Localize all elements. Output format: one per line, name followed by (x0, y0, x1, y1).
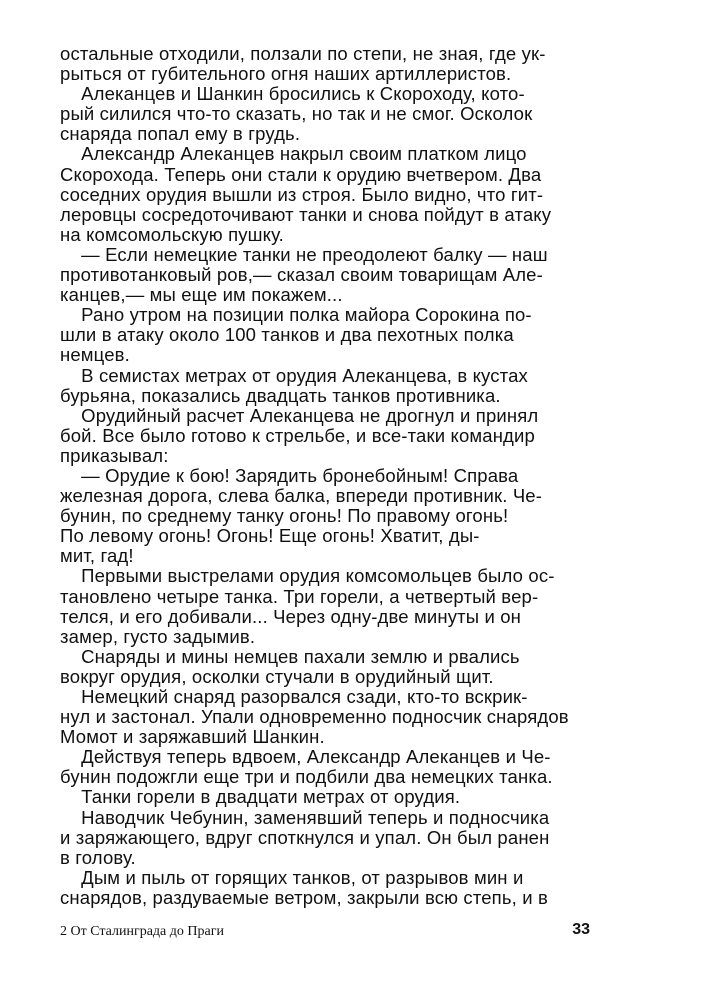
text-line: рый силился что-то сказать, но так и не смог. Осколок (60, 103, 533, 125)
text-line: телся, и его добивали... Через одну-две минуты и он (60, 605, 522, 627)
text-line: По левому огонь! Огонь! Еще огонь! Хватит, ды- (60, 525, 480, 547)
text-line: соседних орудия вышли из строя. Было видно, что гит- (60, 183, 544, 205)
text-line: — Орудие к бою! Зарядить бронебойным! Справа (60, 464, 519, 486)
text-line: Орудийный расчет Алеканцева не дрогнул и принял (60, 404, 539, 426)
text-line: тановлено четыре танка. Три горели, а четвертый вер- (60, 585, 539, 607)
text-line: Момот и заряжавший Шанкин. (60, 726, 325, 748)
text-line: бой. Все было готово к стрельбе, и все-таки командир (60, 424, 535, 446)
text-line: нул и застонал. Упали одновременно подносчик снарядов (60, 706, 569, 728)
text-line: на комсомольскую пушку. (60, 223, 284, 245)
text-line: бунин, по среднему танку огонь! По правому огонь! (60, 505, 509, 527)
body-text (60, 44, 592, 908)
text-line: леровцы сосредоточивают танки и снова пойдут в атаку (60, 203, 552, 225)
text-line: шли в атаку около 100 танков и два пехотных полка (60, 324, 514, 346)
text-line: Действуя теперь вдвоем, Александр Алеканцев и Че- (60, 746, 551, 768)
text-line: противотанковый ров,— сказал своим товарищам Але- (60, 264, 543, 286)
text-line: Немецкий снаряд разорвался сзади, кто-то вскрик- (60, 686, 528, 707)
text-line: немцев. (60, 344, 130, 366)
page-footer (60, 921, 592, 945)
text-line: остальные отходили, ползали по степи, не зная, где ук- (60, 43, 546, 64)
text-line: Наводчик Чебунин, заменявший теперь и подносчика (60, 806, 550, 828)
text-line: вокруг орудия, осколки стучали в орудийный щит. (60, 665, 494, 687)
text-line: канцев,— мы еще им покажем... (60, 284, 343, 306)
text-line: Рано утром на позиции полка майора Сорокина по- (60, 304, 532, 326)
text-line: в голову. (60, 846, 136, 868)
text-line: Танки горели в двадцати метрах от орудия. (60, 786, 461, 808)
text-line: рыться от губительного огня наших артиллеристов. (60, 63, 512, 85)
text-line: Снаряды и мины немцев пахали землю и рвались (60, 645, 520, 667)
text-line: — Если немецкие танки не преодолеют балку — наш (60, 243, 548, 265)
text-line: Дым и пыль от горящих танков, от разрывов мин и (60, 866, 524, 888)
text-line: бунин подожгли еще три и подбили два немецких танка. (60, 766, 553, 788)
text-line: мит, гад! (60, 545, 134, 567)
printer-signature: 2 От Сталинграда до Праги (60, 924, 224, 939)
text-line: Скорохода. Теперь они стали к орудию вчетвером. Два (60, 163, 542, 185)
text-line: В семистах метрах от орудия Алеканцева, в кустах (60, 364, 528, 386)
text-line: приказывал: (60, 444, 169, 466)
text-line: Алеканцев и Шанкин бросились к Скороходу, кото- (60, 83, 525, 105)
text-line: бурьяна, показались двадцать танков противника. (60, 384, 501, 406)
text-line: железная дорога, слева балка, впереди противник. Че- (60, 485, 543, 507)
page-number: 33 (572, 921, 590, 938)
text-line: снарядов, раздуваемые ветром, закрыли всю степь, и в (60, 886, 548, 908)
text-line: Первыми выстрелами орудия комсомольцев было ос- (60, 565, 555, 587)
text-line: замер, густо задымив. (60, 625, 256, 647)
text-line: и заряжающего, вдруг споткнулся и упал. Он был ранен (60, 826, 550, 848)
text-line: Александр Алеканцев накрыл своим платком лицо (60, 143, 527, 165)
text-line: снаряда попал ему в грудь. (60, 123, 301, 145)
